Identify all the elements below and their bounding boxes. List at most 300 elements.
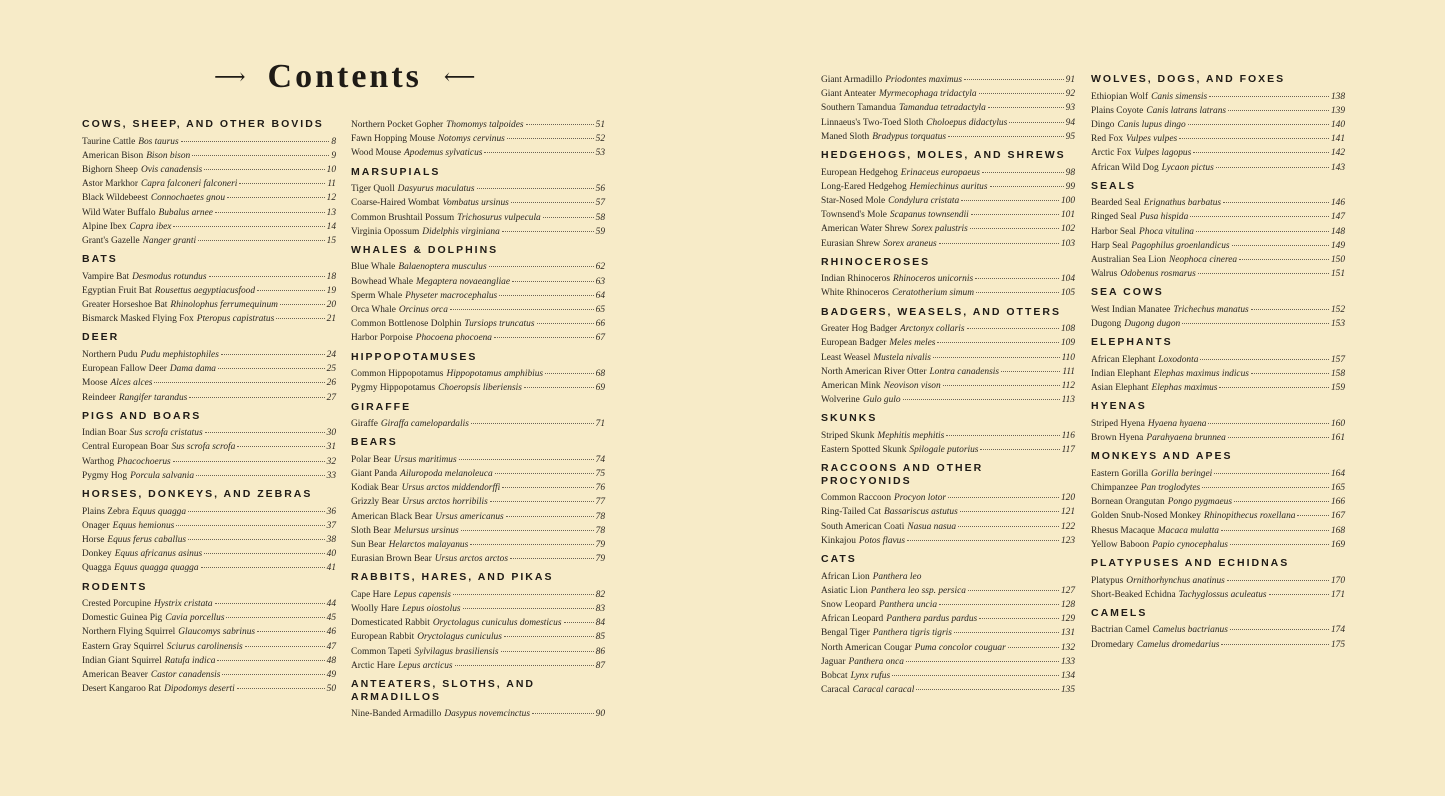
toc-entry[interactable]	[351, 707, 605, 721]
entry-common-name: Townsend's Mole	[821, 210, 887, 221]
toc-entry[interactable]	[82, 284, 336, 298]
entry-page-number: 171	[1330, 589, 1345, 600]
entry-scientific-name: Gulo gulo	[862, 395, 901, 406]
section-title: MARSUPIALS	[351, 165, 441, 178]
toc-entry[interactable]	[82, 149, 336, 163]
toc-entry[interactable]	[1091, 210, 1345, 224]
toc-entry[interactable]	[351, 481, 605, 495]
entry-page-number: 94	[1065, 117, 1075, 128]
entry-scientific-name: Erinaceus europaeus	[900, 167, 980, 178]
toc-entry[interactable]	[351, 118, 605, 132]
dot-leader	[1230, 544, 1329, 545]
entry-common-name: Star-Nosed Mole	[821, 195, 886, 206]
entry-common-name: Arctic Fox	[1091, 148, 1132, 159]
toc-entry[interactable]	[82, 312, 336, 326]
section-title: HIPPOPOTAMUSES	[351, 350, 478, 363]
entry-page-number: 32	[326, 456, 336, 467]
entry-common-name: Nine-Banded Armadillo	[351, 709, 442, 720]
entry-common-name: Giant Anteater	[821, 89, 876, 100]
entry-page-number: 142	[1330, 148, 1345, 159]
toc-entry[interactable]	[1091, 538, 1345, 552]
dot-leader	[937, 342, 1059, 343]
section-title: HEDGEHOGS, MOLES, AND SHREWS	[821, 149, 1066, 162]
dot-leader	[1223, 202, 1329, 203]
entry-common-name: Warthog	[82, 456, 115, 467]
dot-leader	[490, 501, 594, 502]
entry-common-name: Coarse-Haired Wombat	[351, 198, 440, 209]
toc-entry[interactable]	[82, 440, 336, 454]
toc-entry[interactable]	[351, 146, 605, 160]
toc-entry[interactable]	[1091, 638, 1345, 652]
toc-entry[interactable]	[82, 597, 336, 611]
toc-entry[interactable]	[821, 570, 1075, 584]
entry-scientific-name: Bison bison	[146, 150, 191, 161]
toc-entry[interactable]	[821, 379, 1075, 393]
toc-entry[interactable]	[351, 538, 605, 552]
entry-scientific-name: Panthera leo	[872, 571, 922, 582]
toc-entry[interactable]	[821, 286, 1075, 300]
entry-scientific-name: Phacochoerus	[117, 456, 171, 467]
dot-leader	[1232, 245, 1329, 246]
toc-entry[interactable]	[82, 505, 336, 519]
toc-entry[interactable]	[351, 495, 605, 509]
entry-scientific-name: Dipodomys deserti	[164, 684, 235, 695]
entry-scientific-name: Ursus arctos arctos	[434, 554, 508, 565]
toc-entry[interactable]	[1091, 267, 1345, 281]
dot-leader	[1251, 373, 1329, 374]
toc-entry[interactable]	[1091, 196, 1345, 210]
section-title: GIRAFFE	[351, 400, 412, 413]
dot-leader	[221, 354, 325, 355]
toc-entry[interactable]	[821, 429, 1075, 443]
toc-entry[interactable]	[351, 260, 605, 274]
entry-scientific-name: Lynx rufus	[850, 671, 891, 681]
toc-entry[interactable]	[821, 166, 1075, 180]
dot-leader	[982, 172, 1064, 173]
toc-entry[interactable]	[351, 303, 605, 317]
toc-entry[interactable]	[821, 101, 1075, 115]
toc-entry[interactable]	[351, 132, 605, 146]
toc-entry[interactable]	[821, 598, 1075, 612]
toc-entry[interactable]	[82, 234, 336, 248]
toc-entry[interactable]	[351, 467, 605, 481]
dot-leader	[1214, 473, 1329, 474]
dot-leader	[196, 475, 325, 476]
toc-entry[interactable]	[821, 443, 1075, 457]
entry-common-name: American Water Shrew	[821, 224, 909, 235]
toc-entry[interactable]	[821, 208, 1075, 222]
toc-entry[interactable]	[82, 469, 336, 483]
entry-page-number: 71	[595, 419, 605, 430]
dot-leader	[1198, 273, 1329, 274]
entry-scientific-name: Bos taurus	[138, 136, 179, 147]
entry-scientific-name: Equus quagga quagga	[114, 563, 199, 574]
dot-leader	[227, 197, 325, 198]
entry-scientific-name: Lepus capensis	[393, 589, 451, 600]
toc-entry[interactable]	[1091, 132, 1345, 146]
dot-leader	[979, 618, 1059, 619]
toc-entry[interactable]	[82, 163, 336, 177]
entry-common-name: White Rhinoceros	[821, 288, 889, 299]
toc-entry[interactable]	[1091, 467, 1345, 481]
entry-common-name: Reindeer	[82, 392, 116, 403]
entry-common-name: Ringed Seal	[1091, 212, 1137, 223]
dot-leader	[204, 169, 324, 170]
entry-page-number: 69	[595, 383, 605, 394]
entry-page-number: 104	[1060, 274, 1075, 285]
entry-scientific-name: Rhinoceros unicornis	[893, 274, 974, 285]
entry-scientific-name: Rhinopithecus roxellana	[1203, 511, 1296, 522]
toc-entry[interactable]	[821, 520, 1075, 534]
toc-entry[interactable]	[351, 602, 605, 616]
entry-scientific-name: Trichechus manatus	[1173, 304, 1249, 315]
toc-entry[interactable]	[82, 640, 336, 654]
entry-common-name: Sun Bear	[351, 539, 386, 550]
dot-leader	[455, 665, 594, 666]
dot-leader	[257, 290, 325, 291]
toc-entry[interactable]	[1091, 253, 1345, 267]
toc-entry[interactable]	[82, 376, 336, 390]
toc-entry[interactable]	[1091, 161, 1345, 175]
entry-common-name: Sloth Bear	[351, 525, 391, 536]
dot-leader	[948, 136, 1064, 137]
entry-page-number: 139	[1330, 105, 1345, 116]
entry-scientific-name: Phoca vitulina	[1139, 226, 1194, 237]
toc-entry[interactable]	[351, 225, 605, 239]
toc-entry[interactable]	[82, 668, 336, 682]
entry-scientific-name: Physeter macrocephalus	[405, 290, 498, 301]
contents-heading	[214, 60, 475, 94]
toc-entry[interactable]	[821, 130, 1075, 144]
entry-common-name: Common Bottlenose Dolphin	[351, 319, 462, 330]
toc-entry[interactable]	[1091, 303, 1345, 317]
toc-entry[interactable]	[351, 552, 605, 566]
entry-common-name: Orca Whale	[351, 305, 396, 316]
entry-common-name: American Bison	[82, 150, 144, 161]
entry-page-number: 113	[1061, 395, 1075, 406]
entry-scientific-name: Sus scrofa scrofa	[171, 442, 236, 453]
section-title: SEA COWS	[1091, 286, 1164, 299]
toc-section	[1091, 73, 1345, 175]
entry-scientific-name: Ursus americanus	[435, 511, 504, 522]
toc-entry[interactable]	[1091, 367, 1345, 381]
toc-entry[interactable]	[351, 510, 605, 524]
toc-entry[interactable]	[82, 348, 336, 362]
toc-entry[interactable]	[821, 612, 1075, 626]
entry-scientific-name: Sus scrofa cristatus	[129, 428, 203, 439]
entry-scientific-name: Odobenus rosmarus	[1120, 269, 1196, 280]
dot-leader	[215, 603, 325, 604]
toc-entry[interactable]	[1091, 225, 1345, 239]
toc-entry[interactable]	[351, 588, 605, 602]
toc-section	[1091, 286, 1345, 331]
entry-scientific-name: Trichosurus vulpecula	[457, 212, 541, 223]
entry-common-name: Domestic Guinea Pig	[82, 613, 163, 624]
toc-entry[interactable]	[821, 351, 1075, 365]
entry-page-number: 143	[1330, 162, 1345, 173]
dot-leader	[484, 152, 593, 153]
toc-entry[interactable]	[821, 534, 1075, 548]
toc-entry[interactable]	[351, 616, 605, 630]
entry-common-name: Crested Porcupine	[82, 599, 151, 610]
toc-section	[351, 571, 605, 673]
toc-section	[1091, 180, 1345, 282]
entry-scientific-name: Lepus oiostolus	[401, 604, 461, 615]
entry-page-number: 46	[326, 627, 336, 638]
dot-leader	[276, 318, 324, 319]
entry-common-name: Polar Bear	[351, 454, 391, 465]
toc-entry[interactable]	[351, 331, 605, 345]
dot-leader	[1179, 138, 1329, 139]
toc-entry[interactable]	[82, 191, 336, 205]
entry-page-number: 127	[1060, 585, 1075, 596]
entry-page-number: 59	[595, 226, 605, 237]
toc-entry[interactable]	[821, 491, 1075, 505]
toc-entry[interactable]	[82, 177, 336, 191]
entry-scientific-name: Notomys cervinus	[437, 134, 505, 145]
entry-common-name: Caracal	[821, 685, 850, 696]
toc-section	[82, 118, 336, 248]
section-title: COWS, SHEEP, AND OTHER BOVIDS	[82, 118, 324, 130]
entry-scientific-name: Dasypus novemcinctus	[444, 709, 531, 720]
toc-entry[interactable]	[1091, 381, 1345, 395]
dot-leader	[217, 660, 324, 661]
toc-entry[interactable]	[351, 182, 605, 196]
toc-entry[interactable]	[821, 669, 1075, 683]
toc-section	[351, 678, 605, 721]
dot-leader	[506, 516, 594, 517]
toc-entry[interactable]	[1091, 481, 1345, 495]
toc-entry[interactable]	[821, 87, 1075, 101]
entry-common-name: Bismarck Masked Flying Fox	[82, 314, 194, 325]
toc-entry[interactable]	[821, 626, 1075, 640]
entry-scientific-name: Loxodonta	[1158, 354, 1199, 365]
toc-entry[interactable]	[351, 196, 605, 210]
toc-entry[interactable]	[351, 367, 605, 381]
dot-leader	[512, 281, 594, 282]
entry-common-name: Maned Sloth	[821, 131, 870, 142]
entry-page-number: 82	[595, 589, 605, 600]
entry-common-name: Alpine Ibex	[82, 221, 127, 232]
entry-common-name: Bobcat	[821, 671, 848, 681]
toc-entry[interactable]	[351, 275, 605, 289]
toc-entry[interactable]	[351, 659, 605, 673]
toc-entry[interactable]	[1091, 146, 1345, 160]
toc-entry[interactable]	[821, 505, 1075, 519]
toc-entry[interactable]	[821, 222, 1075, 236]
toc-entry[interactable]	[1091, 239, 1345, 253]
entry-common-name: Pygmy Hippopotamus	[351, 383, 436, 394]
entry-common-name: Bactrian Camel	[1091, 625, 1150, 636]
entry-page-number: 140	[1330, 119, 1345, 130]
toc-entry[interactable]	[1091, 495, 1345, 509]
toc-entry[interactable]	[821, 336, 1075, 350]
entry-scientific-name: Pongo pygmaeus	[1167, 497, 1232, 508]
toc-entry[interactable]	[82, 654, 336, 668]
entry-page-number: 49	[326, 670, 336, 681]
entry-scientific-name: Scapanus townsendii	[889, 210, 969, 221]
entry-scientific-name: Panthera pardus pardus	[886, 614, 978, 625]
section-title: CATS	[821, 553, 857, 566]
entry-scientific-name: Phocoena phocoena	[415, 333, 492, 344]
toc-entry[interactable]	[351, 417, 605, 431]
toc-entry[interactable]	[351, 453, 605, 467]
entry-scientific-name: Vulpes lagopus	[1134, 148, 1192, 159]
entry-common-name: American Beaver	[82, 670, 148, 681]
dot-leader	[964, 79, 1064, 80]
toc-entry[interactable]	[82, 519, 336, 533]
toc-entry[interactable]	[82, 547, 336, 561]
toc-entry[interactable]	[1091, 574, 1345, 588]
entry-page-number: 151	[1330, 269, 1345, 280]
toc-entry[interactable]	[82, 611, 336, 625]
dot-leader	[154, 382, 324, 383]
entry-scientific-name: Mustela nivalis	[873, 352, 931, 363]
toc-entry[interactable]	[351, 630, 605, 644]
dot-leader	[189, 397, 324, 398]
entry-page-number: 132	[1060, 642, 1075, 653]
toc-entry[interactable]	[1091, 118, 1345, 132]
entry-scientific-name: Bassariscus astutus	[884, 507, 958, 518]
toc-entry[interactable]	[82, 455, 336, 469]
dot-leader	[511, 202, 594, 203]
toc-entry[interactable]	[1091, 104, 1345, 118]
section-title: SKUNKS	[821, 412, 878, 425]
toc-section	[821, 553, 1075, 697]
toc-section	[82, 488, 336, 576]
toc-entry[interactable]	[82, 533, 336, 547]
toc-entry[interactable]	[821, 365, 1075, 379]
entry-common-name: Golden Snub-Nosed Monkey	[1091, 511, 1201, 522]
toc-entry[interactable]	[351, 524, 605, 538]
toc-entry[interactable]	[351, 645, 605, 659]
toc-entry[interactable]	[82, 391, 336, 405]
toc-entry[interactable]	[82, 682, 336, 696]
toc-entry[interactable]	[1091, 317, 1345, 331]
entry-common-name: North American River Otter	[821, 366, 927, 377]
entry-common-name: Arctic Hare	[351, 660, 395, 671]
entry-page-number: 128	[1060, 599, 1075, 610]
toc-entry[interactable]	[82, 270, 336, 284]
entry-scientific-name: Erignathus barbatus	[1143, 198, 1222, 209]
toc-entry[interactable]	[351, 381, 605, 395]
entry-scientific-name: Lepus arcticus	[397, 660, 453, 671]
toc-entry[interactable]	[82, 426, 336, 440]
entry-common-name: Eastern Gorilla	[1091, 468, 1149, 479]
dot-leader	[1221, 530, 1329, 531]
dot-leader	[1227, 580, 1329, 581]
toc-entry[interactable]	[82, 206, 336, 220]
toc-entry[interactable]	[351, 317, 605, 331]
entry-common-name: Onager	[82, 520, 110, 531]
toc-entry[interactable]	[82, 625, 336, 639]
entry-common-name: Northern Pudu	[82, 349, 138, 360]
toc-entry[interactable]	[1091, 509, 1345, 523]
toc-entry[interactable]	[351, 289, 605, 303]
entry-common-name: North American Cougar	[821, 642, 912, 653]
toc-entry[interactable]	[821, 237, 1075, 251]
toc-entry[interactable]	[821, 180, 1075, 194]
toc-entry[interactable]	[821, 322, 1075, 336]
entry-common-name: Common Hippopotamus	[351, 369, 444, 380]
entry-scientific-name: Choeropsis liberiensis	[438, 383, 522, 394]
entry-page-number: 12	[326, 193, 336, 204]
toc-entry[interactable]	[82, 362, 336, 376]
entry-page-number: 77	[595, 497, 605, 508]
dot-leader	[907, 540, 1059, 541]
entry-scientific-name: Balaenoptera musculus	[398, 262, 487, 273]
entry-scientific-name: Pudu mephistophiles	[140, 349, 219, 360]
entry-page-number: 57	[595, 198, 605, 209]
toc-entry[interactable]	[821, 393, 1075, 407]
entry-scientific-name: Capra ibex	[129, 221, 172, 232]
dot-leader	[1251, 309, 1329, 310]
dot-leader	[176, 525, 324, 526]
toc-entry[interactable]	[821, 194, 1075, 208]
dot-leader	[961, 200, 1059, 201]
toc-entry[interactable]	[821, 116, 1075, 130]
entry-scientific-name: Spilogale putorius	[909, 445, 979, 456]
page-title: Contents	[267, 58, 422, 95]
dot-leader	[1190, 216, 1329, 217]
entry-scientific-name: Porcula salvania	[130, 470, 195, 481]
dot-leader	[976, 292, 1059, 293]
entry-page-number: 147	[1330, 212, 1345, 223]
toc-entry[interactable]	[1091, 353, 1345, 367]
toc-entry[interactable]	[82, 561, 336, 575]
toc-entry[interactable]	[821, 73, 1075, 87]
dot-leader	[239, 183, 325, 184]
entry-page-number: 158	[1330, 369, 1345, 380]
toc-entry[interactable]	[821, 584, 1075, 598]
toc-entry[interactable]	[821, 641, 1075, 655]
toc-entry[interactable]	[1091, 623, 1345, 637]
toc-entry[interactable]	[351, 211, 605, 225]
toc-entry[interactable]	[821, 683, 1075, 697]
dot-leader	[237, 688, 325, 689]
section-title: RODENTS	[82, 580, 148, 593]
entry-common-name: Woolly Hare	[351, 604, 399, 615]
dot-leader	[245, 646, 325, 647]
toc-entry[interactable]	[1091, 417, 1345, 431]
toc-entry[interactable]	[1091, 90, 1345, 104]
entry-scientific-name: Ratufa indica	[164, 655, 216, 666]
entry-common-name: Greater Horseshoe Bat	[82, 300, 168, 311]
toc-entry[interactable]	[1091, 524, 1345, 538]
dot-leader	[1193, 152, 1329, 153]
toc-entry[interactable]	[821, 272, 1075, 286]
entry-page-number: 169	[1330, 539, 1345, 550]
entry-common-name: Rhesus Macaque	[1091, 525, 1155, 536]
entry-common-name: Cape Hare	[351, 589, 391, 600]
entry-page-number: 90	[595, 709, 605, 720]
entry-common-name: Tiger Quoll	[351, 184, 395, 195]
entry-scientific-name: Potos flavus	[858, 535, 905, 546]
entry-common-name: Northern Pocket Gopher	[351, 120, 444, 130]
section-title: HORSES, DONKEYS, AND ZEBRAS	[82, 488, 313, 501]
dot-leader	[499, 295, 593, 296]
entry-page-number: 134	[1060, 671, 1075, 681]
entry-common-name: Bighorn Sheep	[82, 164, 138, 175]
toc-entry[interactable]	[1091, 588, 1345, 602]
toc-entry[interactable]	[82, 220, 336, 234]
entry-page-number: 152	[1330, 304, 1345, 315]
toc-entry[interactable]	[1091, 431, 1345, 445]
toc-entry[interactable]	[82, 298, 336, 312]
toc-entry[interactable]	[821, 655, 1075, 669]
entry-page-number: 157	[1330, 354, 1345, 365]
toc-entry[interactable]	[82, 135, 336, 149]
